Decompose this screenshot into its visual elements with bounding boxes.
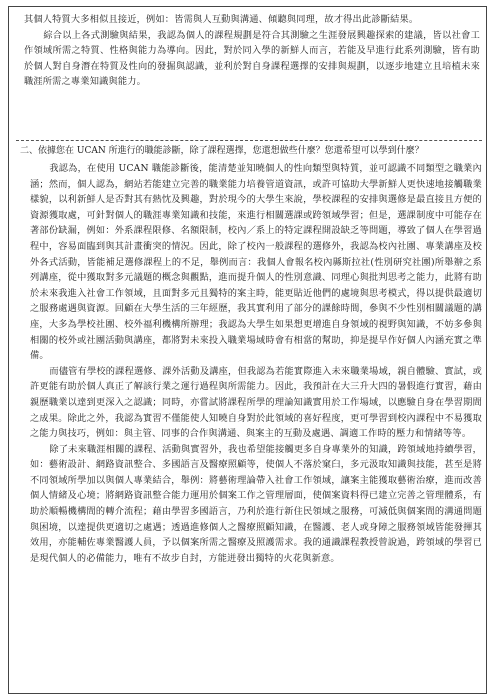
section-2-question: 二、依據您在 UCAN 所進行的職能診斷，除了課程選擇，您還想做些什麼？您還希望可以學到什麼？ <box>20 146 424 156</box>
section-2-paragraph-3: 除了未來職涯相關的課程、活動與實習外，我也希望能接觸更多自身專業外的知識，跨領域地持續學習，如：藝術設計、網路資訊整合、多國語言及醫療照顧等，使個人不落於窠臼，多元汲取知識與技能，甚至是將不同領域所學加以與個人專業結合，舉例：將藝術理論帶入社會工作領域，讓案主能獲取藝術治療，進而改善個人情緒及心境；將網路資訊整合能力運用於個案工作之管理層面，使個案資料得已建立完善之管理體系，有助於順暢機構間的轉介流程；藉由學習多國語言，乃利於進行新住民領域之服務，可減低與個案間的溝通問題與困境，以達提供更適切之處遇；透過進修個人之醫療照顧知識，在醫護、老人或身障之服務領域皆能發揮其效用，亦能輔佐專業醫護人員，予以個案所需之醫療及照護需求。我的通識課程教授曾說過，跨領域的學習已是現代個人的必備能力，唯有不故步自封，方能迸發出獨特的火花與新意。 <box>30 443 482 564</box>
section-divider <box>16 140 482 141</box>
section-2-paragraph-1: 我認為，在使用 UCAN 職能診斷後，能清楚並知曉個人的性向類型與特質，並可認識不同類型之職業內涵；然而，個人認為，網站若能建立完善的職業能力培養管道資訊，或許可協助大學新鮮人更快速地接觸職業樣貌，以利新鮮人是否對其有熱忱及興趣，對於現今的大學生來說，學校課程的安排與選修是最直接且方便的資源獲取處，可針對個人的職涯專業知識和技能，來進行相關選課或跨領域學習；但是，選課制度中可能存在著部份缺漏，例如：外系課程限修、名額限制，校內／系上的特定課程開設缺乏等問題，導致了個人在學習過程中，容易面臨到與其計畫衝突的情況。因此，除了校內一般課程的選修外，我認為校內社團、專業講座及校外各式活動，皆能補足選修課程上的不足，舉例而言：我個人會報名校內縣斯拉社(性別研究社團)所舉辦之系列講座，從中獲取對多元議題的概念與觀點，進而提升個人的性別意識、同理心與批判思考之能力，此將有助於未來我進入社會工作領域，且面對多元且獨特的案主時，能更貼近他們的處境與思考模式，得以提供最適切之服務處遇與資源。回顧在大學生活的三年經歷，我其實利用了部分的課餘時間，參與不少性別相關議題的講座，大多為學校社團、校外福利機構所辦理；我認為大學生如果想更增進自身領域的視野與知識，不妨多參與相關的校外或社團活動與講座，都將對未來投入職業場域時會有相當的幫助，抑是提早作好個人內涵充實之準備。 <box>30 163 482 362</box>
section-2-paragraph-2: 而儘管有學校的課程選修、課外活動及講座，但我認為若能實際進入未來職業場域，親自體驗、實試，或許更能有助於個人真正了解該行業之運行過程與所需能力。因此，我預計在大三升大四的暑假進行實習，藉由親歷職業以達到更深入之認識；同時，亦嘗試將課程所學的理論知識實用於工作場域，以應驗自身在學習期間之成果。除此之外，我認為實習不僅能使人知曉自身對於此領域的喜好程度，更可學習到校內課程中不易獲取之能力與技巧，例如：與主管、同事的合作與溝通、與案主的互動及處遇、調適工作時的壓力和情緒等等。 <box>30 365 482 440</box>
section-1 <box>24 12 480 90</box>
section-1-paragraph-2: 綜合以上各式測驗與結果，我認為個人的課程規劃是符合其測驗之生涯發展興趣探索的建議，皆以社會工作領域所需之特質、性格與能力為導向。因此，對於同入學的新鮮人而言，若能及早進行此系列測驗，皆有助於個人對自身潛在特質及性向的發掘與認識，並利於對自身課程選擇的安排與規劃，以逐步地建立且培植未來職涯所需之專業知識與能力。 <box>24 29 480 88</box>
section-2 <box>20 144 482 566</box>
section-1-paragraph-1: 其個人特質大多相似且接近，例如：皆需與人互動與溝通、傾聽與同理，故才得出此診斷結果。 <box>24 14 419 25</box>
